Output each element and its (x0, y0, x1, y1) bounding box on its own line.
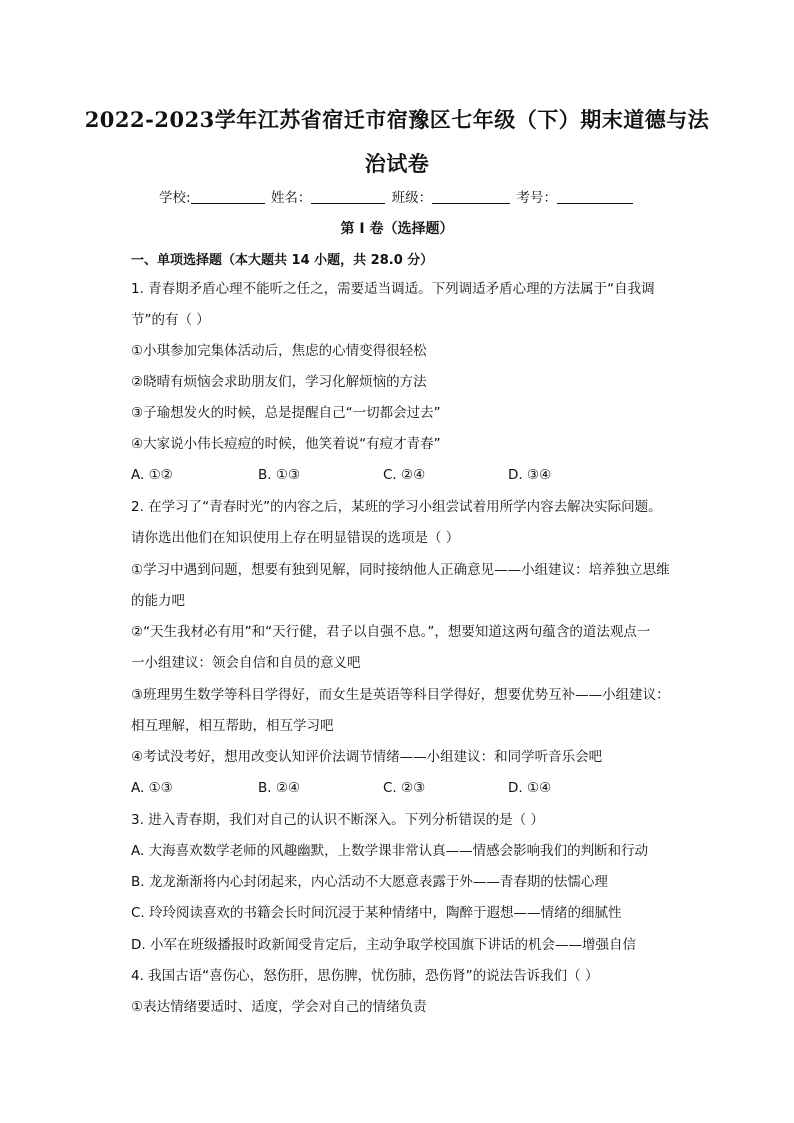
question-line: ①表达情绪要适时、适度，学会对自己的情绪负责 (131, 999, 427, 1015)
option-a[interactable]: A. ①② (131, 467, 173, 483)
section-heading: 一、单项选择题（本大题共 14 小题，共 28.0 分） (131, 253, 434, 268)
option-line-c[interactable]: C. 玲玲阅读喜欢的书籍会长时间沉浸于某种情绪中，陶醉于遐想——情绪的细腻性 (131, 905, 622, 921)
option-line-d[interactable]: D. 小军在班级播报时政新闻受肯定后，主动争取学校国旗下讲话的机会——增强自信 (131, 937, 636, 953)
option-c[interactable]: C. ②④ (383, 467, 426, 483)
class-label: 班级： (391, 190, 433, 206)
exam-title-line-2: 治试卷 (364, 151, 430, 176)
exam-title-line-1: 2022-2023学年江苏省宿迁市宿豫区七年级（下）期末道德与法 (84, 107, 710, 132)
exam-no-blank[interactable] (557, 189, 633, 204)
question-line: 节”的有（ ） (131, 312, 210, 328)
option-d[interactable]: D. ③④ (508, 467, 552, 483)
option-c[interactable]: C. ②③ (383, 780, 426, 796)
question-line: ②“天生我材必有用”和“天行健，君子以自强不息。”，想要知道这两句蕴含的道法观点一 (131, 624, 651, 640)
question-line: 相互理解，相互帮助，相互学习吧 (131, 718, 334, 734)
option-line-a[interactable]: A. 大海喜欢数学老师的风趣幽默，上数学课非常认真——情感会影响我们的判断和行动 (131, 843, 649, 859)
question-line: ③班理男生数学等科目学得好，而女生是英语等科目学得好，想要优势互补——小组建议： (131, 687, 670, 703)
question-line: ④大家说小伟长痘痘的时候，他笑着说“有痘才青春” (131, 436, 441, 452)
question-line: 1. 青春期矛盾心理不能听之任之，需要适当调适。下列调适矛盾心理的方法属于“自我调 (131, 281, 655, 297)
option-b[interactable]: B. ②④ (258, 780, 301, 796)
section-title: 第 I 卷（选择题） (340, 221, 454, 237)
school-blank[interactable] (191, 189, 265, 204)
class-blank[interactable] (432, 189, 510, 204)
option-b[interactable]: B. ①③ (258, 467, 301, 483)
question-line: 2. 在学习了“青春时光”的内容之后，某班的学习小组尝试着用所学内容去解决实际问题。 (131, 499, 662, 515)
question-line: ④考试没考好，想用改变认知评价法调节情绪——小组建议：和同学听音乐会吧 (131, 749, 603, 765)
option-d[interactable]: D. ①④ (508, 780, 552, 796)
question-line: 的能力吧 (131, 593, 185, 609)
option-a[interactable]: A. ①③ (131, 780, 173, 796)
question-line: 4. 我国古语“喜伤心，怒伤肝，思伤脾，忧伤肺，恐伤肾”的说法告诉我们（ ） (131, 968, 599, 984)
name-blank[interactable] (311, 189, 385, 204)
question-line: ②晓晴有烦恼会求助朋友们，学习化解烦恼的方法 (131, 374, 427, 390)
question-line: ①小琪参加完集体活动后，焦虑的心情变得很轻松 (131, 343, 427, 359)
exam-no-label: 考号： (516, 190, 557, 206)
school-label: 学校: (159, 190, 191, 206)
student-info-row (0, 186, 794, 206)
question-line: ①学习中遇到问题，想要有独到见解，同时接纳他人正确意见——小组建议：培养独立思维 (131, 562, 670, 578)
option-line-b[interactable]: B. 龙龙渐渐将内心封闭起来，内心活动不大愿意表露于外——青春期的怯懦心理 (131, 874, 608, 890)
question-line: 3. 进入青春期，我们对自己的认识不断深入。下列分析错误的是（ ） (131, 812, 544, 828)
question-line: 请你选出他们在知识使用上存在明显错误的选项是（ ） (131, 530, 460, 546)
name-label: 姓名： (270, 190, 312, 206)
question-line: 一小组建议：领会自信和自员的意义吧 (131, 655, 361, 671)
question-line: ③子瑜想发火的时候，总是提醒自己“一切都会过去” (131, 405, 441, 421)
